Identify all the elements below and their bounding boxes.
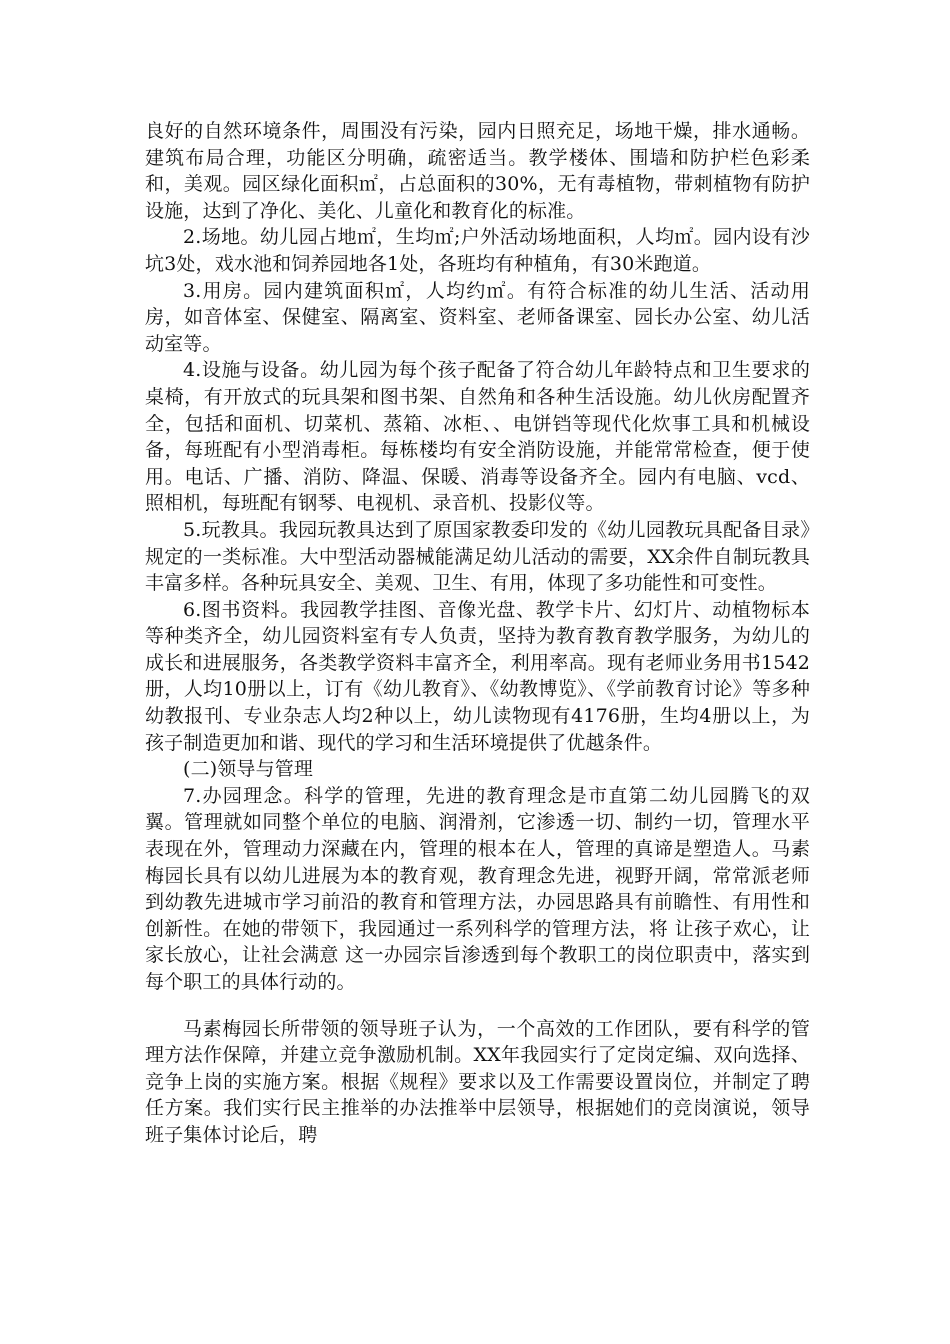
paragraph-team: 马素梅园长所带领的领导班子认为，一个高效的工作团队，要有科学的管理方法作保障，并建立竞争激励机制。XX年我园实行了定岗定编、双向选择、竞争上岗的实施方案。根据《规程》要求以及工作需要设置岗位，并制定了聘任方案。我们实行民主推举的办法推举中层领导，根据她们的竞岗演说，领导班子集体讨论后，聘 (145, 1017, 810, 1146)
paragraph-philosophy: 7.办园理念。科学的管理，先进的教育理念是市直第二幼儿园腾飞的双翼。管理就如同整个单位的电脑、润滑剂，它渗透一切、制约一切，管理水平表现在外，管理动力深藏在内，管理的根本在人，管理的真谛是塑造人。马素梅园长具有以幼儿进展为本的教育观，教育理念先进，视野开阔，常常派老师到幼教先进城市学习前沿的教育和管理方法，办园思路具有前瞻性、有用性和创新性。在她的带领下，我园通过一系列科学的管理方法，将 让孩子欢心，让家长放心，让社会满意 这一办园宗旨渗透到每个教职工的岗位职责中，落实到每个职工的具体行动的。 (145, 784, 810, 993)
paragraph-environment: 良好的自然环境条件，周围没有污染，园内日照充足，场地干燥，排水通畅。建筑布局合理，功能区分明确，疏密适当。教学楼体、围墙和防护栏色彩柔和，美观。园区绿化面积㎡，占总面积的30%，无有毒植物，带刺植物有防护设施，达到了净化、美化、儿童化和教育化的标准。 (145, 120, 810, 222)
section-heading-leadership: (二)领导与管理 (183, 758, 314, 781)
paragraph-rooms: 3.用房。园内建筑面积㎡，人均约㎡。有符合标准的幼儿生活、活动用房，如音体室、保健室、隔离室、资料室、老师备课室、园长办公室、幼儿活动室等。 (145, 279, 810, 355)
document-body (145, 118, 810, 1149)
paragraph-toys: 5.玩教具。我园玩教具达到了原国家教委印发的《幼儿园教玩具配备目录》规定的一类标准。大中型活动器械能满足幼儿活动的需要，XX余件自制玩教具丰富多样。各种玩具安全、美观、卫生、有用，体现了多功能性和可变性。 (145, 518, 810, 595)
paragraph-site: 2.场地。幼儿园占地㎡，生均㎡;户外活动场地面积，人均㎡。园内设有沙坑3处，戏水池和饲养园地各1处，各班均有种植角，有30米跑道。 (145, 226, 810, 275)
paragraph-books: 6.图书资料。我园教学挂图、音像光盘、教学卡片、幻灯片、动植物标本等种类齐全，幼儿园资料室有专人负责，坚持为教育教育教学服务，为幼儿的成长和进展服务，各类教学资料丰富齐全，利用率高。现有老师业务用书1542册，人均10册以上，订有《幼儿教育》、《幼教博览》、《学前教育讨论》等多种幼教报刊、专业杂志人均2种以上，幼儿读物现有4176册，生均4册以上，为孩子制造更加和谐、现代的学习和生活环境提供了优越条件。 (145, 598, 810, 754)
paragraph-facilities: 4.设施与设备。幼儿园为每个孩子配备了符合幼儿年龄特点和卫生要求的桌椅，有开放式的玩具架和图书架、自然角和各种生活设施。幼儿伙房配置齐全，包括和面机、切菜机、蒸箱、冰柜、、电饼铛等现代化炊事工具和机械设备，每班配有小型消毒柜。每栋楼均有安全消防设施，并能常常检查，便于使用。电话、广播、消防、降温、保暖、消毒等设备齐全。园内有电脑、vcd、照相机，每班配有钢琴、电视机、录音机、投影仪等。 (145, 359, 810, 515)
